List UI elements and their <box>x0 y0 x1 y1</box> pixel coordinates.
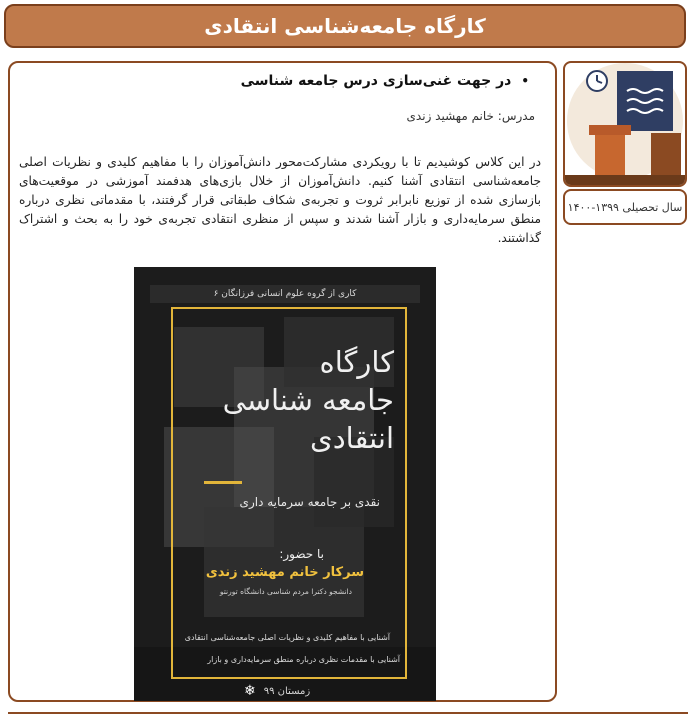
poster-title-line: کارگاه <box>319 345 394 379</box>
poster-guest-info: دانشجو دکترا مردم شناسی دانشگاه تورنتو <box>219 587 352 596</box>
academic-year-card <box>563 189 687 225</box>
academic-year: سال تحصیلی ۱۳۹۹-۱۴۰۰ <box>567 200 683 214</box>
poster-guest-name: سرکار خانم مهشید زندی <box>205 565 364 580</box>
poster-subtitle: نقدی بر جامعه سرمایه داری <box>239 495 380 509</box>
teacher-name: مدرس: خانم مهشید زندی <box>406 109 535 123</box>
bullet-icon: • <box>521 74 529 88</box>
classroom-icon <box>565 63 685 185</box>
snowflake-icon: ❄ <box>244 683 256 699</box>
poster-with-label: با حضور: <box>279 547 324 561</box>
poster-accent-bar <box>204 481 242 484</box>
course-description: در این کلاس کوشیدیم تا با رویکردی مشارکت‌محور دانش‌آموزان را با مفاهیم کلیدی و نظریات اصلی جامعه‌شناسی انتقادی آشنا کنیم. دانش‌آموزان از خلال بازی‌های هدفمند آموزشی در موقعیت‌های بازسازی شده از توزیع نابرابر ثروت و تجربه‌ی شکاف طبقاتی قرار گرفتند، با مقدماتی نظری درباره منطق سرمایه‌داری و بازار آشنا شدند و سپس از منظری انتقادی تجربه‌ی خود را به بحث و اشتراک گذاشتند. <box>19 155 541 245</box>
course-title: در جهت غنی‌سازی درس جامعه شناسی <box>240 73 512 89</box>
poster-topic-1: آشنایی با مفاهیم کلیدی و نظریات اصلی جامعه‌شناسی انتقادی <box>184 633 390 642</box>
poster-title <box>194 343 394 457</box>
course-heading <box>241 73 529 89</box>
poster-topic-2: آشنایی با مقدمات نظری درباره منطق سرمایه‌داری و بازار <box>207 655 400 664</box>
poster-title-line: جامعه شناسی <box>222 383 394 417</box>
workshop-poster <box>134 267 436 701</box>
poster-footer <box>244 683 310 699</box>
course-card <box>8 61 557 702</box>
bottom-divider <box>8 712 688 714</box>
classroom-illustration <box>563 61 687 187</box>
page-header <box>4 4 686 48</box>
page-title: کارگاه جامعه‌شناسی انتقادی <box>204 14 486 38</box>
poster-top-banner: کاری از گروه علوم انسانی فرزانگان ۶ <box>150 285 420 303</box>
poster-title-line: انتقادی <box>310 421 394 455</box>
poster-footer-text: زمستان ۹۹ <box>263 685 311 697</box>
